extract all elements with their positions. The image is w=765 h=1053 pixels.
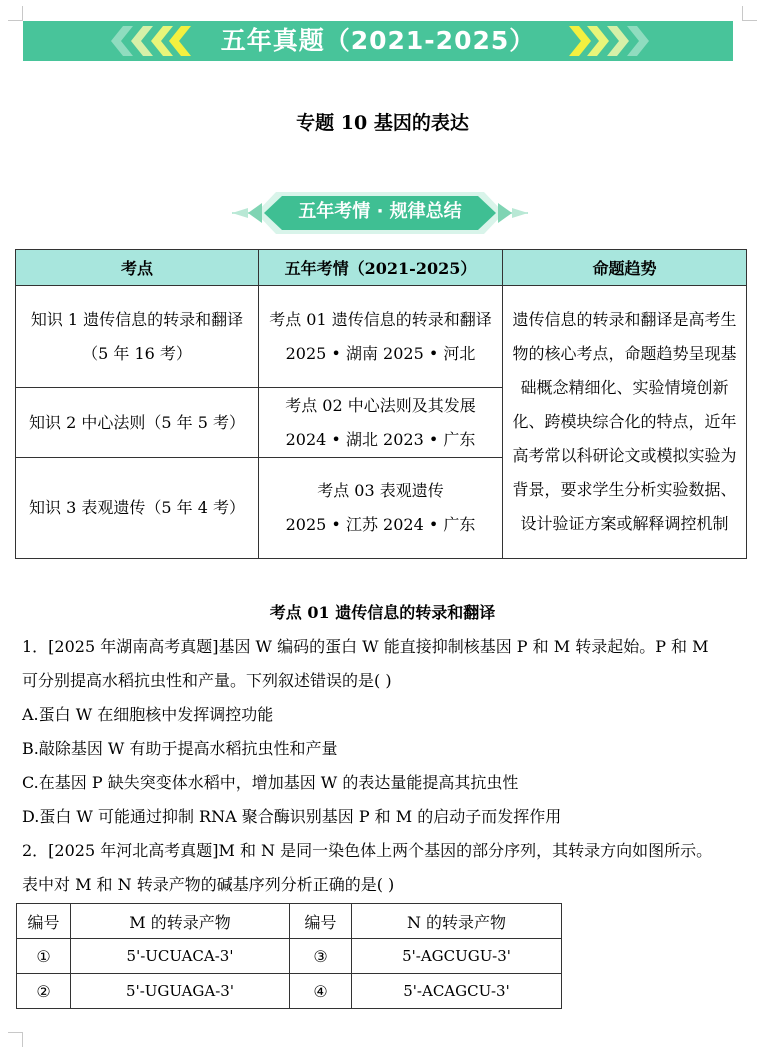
sequence-cell: 5'-UCUACA-3' (71, 939, 290, 974)
corner-mark (742, 6, 757, 21)
question-1-option-c: C.在基因 P 缺失突变体水稻中，增加基因 W 的表达量能提高其抗虫性 (22, 773, 519, 792)
question-1-option-b: B.敲除基因 W 有助于提高水稻抗虫性和产量 (22, 739, 338, 758)
knowledge-cell (16, 458, 259, 559)
knowledge-text: 知识 3 表观遗传（5 年 4 考） (29, 498, 245, 517)
exam-point: 考点 01 遗传信息的转录和翻译 (269, 309, 492, 329)
corner-mark (8, 6, 23, 21)
header-cell: 命题趋势 (503, 250, 747, 286)
header-cell: M 的转录产物 (71, 904, 290, 939)
header-cell: 编号 (17, 904, 71, 939)
knowledge-cell (16, 286, 259, 388)
exam-years: 2025 • 江苏 2024 • 广东 (285, 515, 476, 534)
number-cell: ② (17, 974, 71, 1009)
exam-cell (259, 388, 503, 458)
question-1-stem: 1．[2025 年湖南高考真题]基因 W 编码的蛋白 W 能直接抑制核基因 P 和 M 转录起始。P 和 M (22, 637, 709, 656)
transcript-table (16, 903, 562, 1009)
section-badge (232, 186, 528, 240)
trend-cell (503, 286, 747, 559)
exam-cell (259, 286, 503, 388)
question-2-stem: 2．[2025 年河北高考真题]M 和 N 是同一染色体上两个基因的部分序列，其转录方向如图所示。 (22, 841, 713, 860)
section-heading: 考点 01 遗传信息的转录和翻译 (269, 603, 496, 622)
exam-cell (259, 458, 503, 559)
header-cell: 编号 (290, 904, 352, 939)
summary-table (15, 249, 747, 559)
number-cell: ① (17, 939, 71, 974)
question-1-option-a: A.蛋白 W 在细胞核中发挥调控功能 (22, 705, 274, 724)
exam-point: 考点 03 表观遗传 (317, 481, 444, 500)
knowledge-cell (16, 388, 259, 458)
knowledge-text: 知识 2 中心法则（5 年 5 考） (29, 412, 245, 432)
header-cell: N 的转录产物 (352, 904, 562, 939)
header-banner (23, 21, 733, 61)
header-cell: 考点 (16, 250, 259, 286)
exam-years: 2024 • 湖北 2023 • 广东 (285, 429, 476, 449)
sequence-cell: 5'-UGUAGA-3' (71, 974, 290, 1009)
corner-mark (8, 1032, 23, 1047)
table-row (16, 286, 747, 388)
trend-text: 遗传信息的转录和翻译是高考生物的核心考点，命题趋势呈现基础概念精细化、实验情境创新化、跨模块综合化的特点，近年高考常以科研论文或模拟实验为背景，要求学生分析实验数据、设计验证方案或解释调控机制 (512, 310, 737, 533)
number-cell: ③ (290, 939, 352, 974)
exam-point: 考点 02 中心法则及其发展 (285, 395, 476, 415)
sequence-cell: 5'-ACAGCU-3' (352, 974, 562, 1009)
table-row (17, 974, 562, 1009)
badge-title: 五年考情 · 规律总结 (298, 201, 462, 222)
document-title: 专题 10 基因的表达 (296, 112, 469, 134)
sequence-cell: 5'-AGCUGU-3' (352, 939, 562, 974)
question-1-stem: 可分别提高水稻抗虫性和产量。下列叙述错误的是( ) (22, 671, 392, 690)
question-1-option-d: D.蛋白 W 可能通过抑制 RNA 聚合酶识别基因 P 和 M 的启动子而发挥作用 (22, 807, 562, 826)
summary-header-row (16, 250, 747, 286)
exam-years: 2025 • 湖南 2025 • 河北 (285, 343, 476, 363)
transcript-header-row (17, 904, 562, 939)
question-2-stem: 表中对 M 和 N 转录产物的碱基序列分析正确的是( ) (22, 875, 395, 894)
knowledge-text: 知识 1 遗传信息的转录和翻译 （5 年 16 考） (30, 309, 244, 363)
right-chevrons-icon (569, 26, 649, 56)
number-cell: ④ (290, 974, 352, 1009)
table-row (17, 939, 562, 974)
banner-title: 五年真题（2021-2025） (220, 26, 536, 55)
header-cell: 五年考情（2021-2025） (259, 250, 503, 286)
